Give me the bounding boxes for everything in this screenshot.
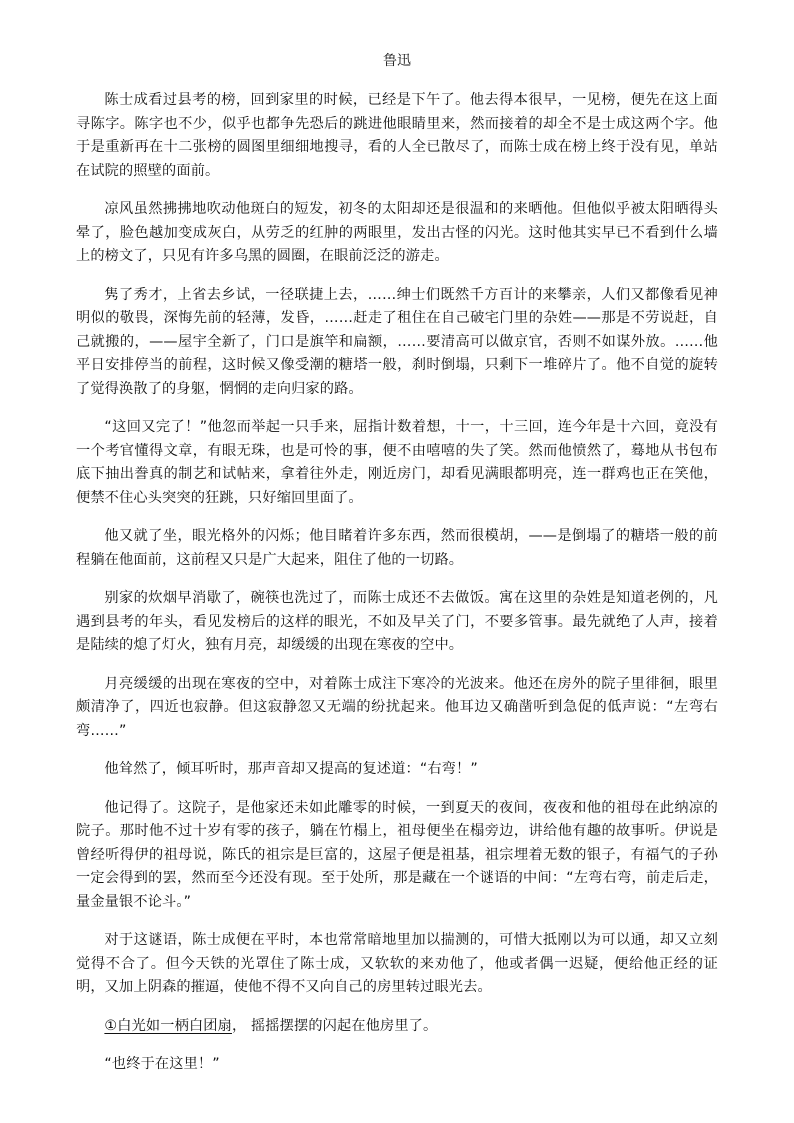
paragraph-9: 他记得了。这院子，是他家还未如此雕零的时候，一到夏天的夜间，夜夜和他的祖母在此纳凉的院子。那时他不过十岁有零的孩子，躺在竹榻上，祖母便坐在榻旁边，讲给他有趣的故事听。伊说是曾经听得伊的祖母说，陈氏的祖宗是巨富的，这屋子便是祖基，祖宗埋着无数的银子，有福气的子孙一定会得到的罢，然而至今还没有现。至于处所，那是藏在一个谜语的中间：“左弯右弯，前走后走，量金量银不论斗。” <box>76 799 718 910</box>
paragraph-10: 对于这谜语，陈士成便在平时，本也常常暗地里加以揣测的，可惜大抵刚以为可以通，却又立刻觉得不合了。但今天铁的光罩住了陈士成，又软软的来劝他了，他或者偶一迟疑，便给他正经的证明，又加上阴森的摧逼，使他不得不又向自己的房里转过眼光去。 <box>76 932 718 995</box>
paragraph-6: 别家的炊烟早消歇了，碗筷也洗过了，而陈士成还不去做饭。寓在这里的杂姓是知道老例的，凡遇到县考的年头，看见发榜后的这样的眼光，不如及早关了门，不要多管事。最先就绝了人声，接着是陆续的熄了灯火，独有月亮，却缓缓的出现在寒夜的空中。 <box>76 590 718 653</box>
marked-paragraph-rest: ， 摇摇摆摆的闪起在他房里了。 <box>231 1017 438 1034</box>
paragraph-7: 月亮缓缓的出现在寒夜的空中，对着陈士成注下寒冷的光波来。他还在房外的院子里徘徊，眼里颇清净了，四近也寂静。但这寂静忽又无端的纷扰起来。他耳边又确凿听到急促的低声说：“左弯右弯……” <box>76 675 718 739</box>
paragraph-2: 凉风虽然拂拂地吹动他斑白的短发，初冬的太阳却还是很温和的来晒他。但他似乎被太阳晒得头晕了，脸色越加变成灰白，从劳乏的红肿的两眼里，发出古怪的闪光。这时他其实早已不看到什么墙上的榜文了，只见有许多乌黑的圆圈，在眼前泛泛的游走。 <box>76 201 718 264</box>
paragraph-3: 隽了秀才，上省去乡试，一径联捷上去，……绅士们既然千方百计的来攀亲，人们又都像看见神明似的敬畏，深悔先前的轻薄，发昏，……赶走了租住在自己破宅门里的杂姓——那是不劳说赶，自己就搬的，——屋宇全新了，门口是旗竿和扁额，……要清高可以做京官，否则不如谋外放。……他平日安排停当的前程，这时候又像受潮的糖塔一般，刹时倒塌，只剩下一堆碎片了。他不自觉的旋转了觉得涣散了的身躯，惘惘的走向归家的路。 <box>76 286 718 397</box>
marked-paragraph <box>76 1015 718 1039</box>
paragraph-1: 陈士成看过县考的榜，回到家里的时候，已经是下午了。他去得本很早，一见榜，便先在这上面寻陈字。陈字也不少，似乎也都争先恐后的跳进他眼睛里来，然而接着的却全不是士成这两个字。他于是重新再在十二张榜的圆图里细细地搜寻，看的人全已散尽了，而陈士成在榜上终于没有见，单站在试院的照壁的面前。 <box>76 92 718 179</box>
underlined-annotation: ①白光如一柄白团扇 <box>104 1017 232 1034</box>
paragraph-5: 他又就了坐，眼光格外的闪烁；他目睹着许多东西，然而很模胡，——是倒塌了的糖塔一般的前程躺在他面前，这前程又只是广大起来，阻住了他的一切路。 <box>76 528 718 568</box>
paragraph-4: “这回又完了！”他忽而举起一只手来，屈指计数着想，十一，十三回，连今年是十六回，竟没有一个考官懂得文章，有眼无珠，也是可怜的事，便不由嘻嘻的失了笑。然而他愤然了，蓦地从书包布底下抽出誊真的制艺和试帖来，拿着往外走，刚近房门，却看见满眼都明亮，连一群鸡也正在笑他，便禁不住心头突突的狂跳，只好缩回里面了。 <box>76 419 718 506</box>
paragraph-8: 他耸然了，倾耳听时，那声音却又提高的复述道：“右弯！” <box>104 761 478 777</box>
author-name: 鲁迅 <box>383 53 411 69</box>
final-line: “也终于在这里！” <box>104 1056 220 1072</box>
